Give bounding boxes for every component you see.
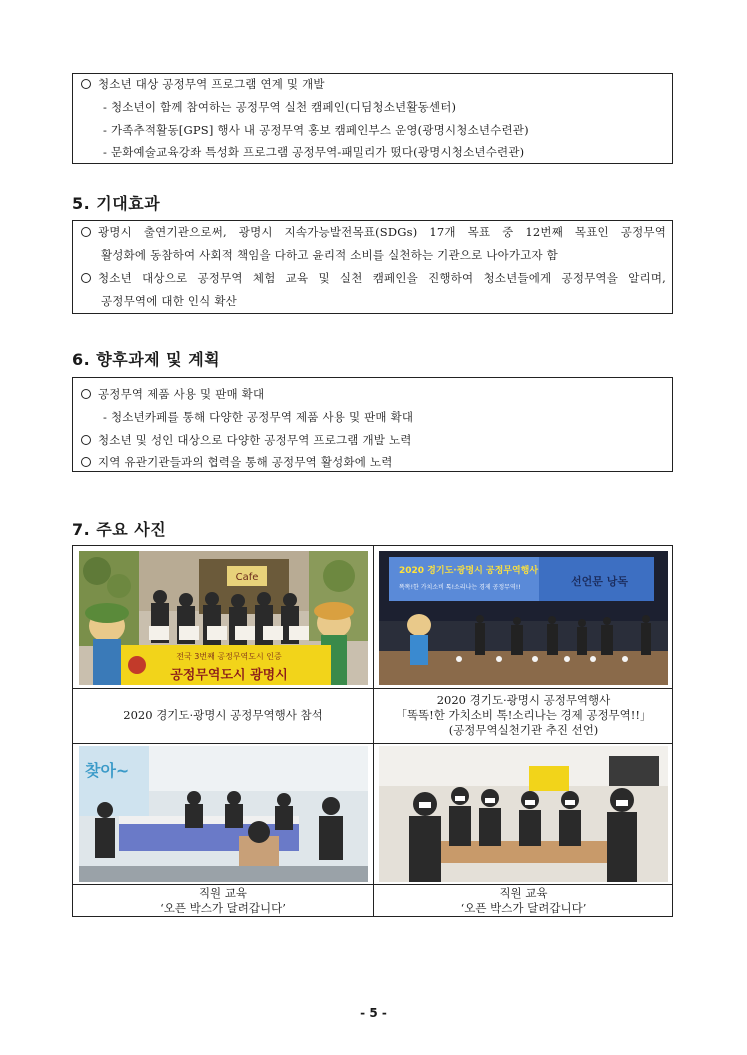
page-number: - 5 - [360,1006,387,1020]
stage-screen-sub: 똑똑!한 가치소비 톡!소리나는 경제 공정무역!! [399,584,521,591]
section-heading: 5. 기대효과 [72,194,161,213]
stage-screen-title: 2020 경기도·광명시 공정무역행사 [399,566,539,576]
plan-item: 지역 유관기관들과의 협력을 통해 공정무역 활성화에 노력 [81,455,666,469]
stage-photo-image [379,551,668,685]
photo-fairtrade-ceremony [79,551,368,685]
effects-box [72,220,673,314]
wall-text: 찾아~ [85,761,130,780]
photo-caption: 2020 경기도·광명시 공정무역행사 「똑똑!한 가치소비 톡!소리나는 경제 공정무역!!」 (공정무역실천기관 추진 선언) [395,693,652,737]
banner-large-text: 공정무역도시 광명시 [170,668,288,683]
plans-box [72,377,673,472]
program-subitem: - 청소년이 함께 참여하는 공정무역 실천 캠페인(디딤청소년활동센터) [103,100,457,114]
ceremony-photo-image [79,551,368,685]
effect-item: 청소년 대상으로 공정무역 체험 교육 및 실천 캠페인을 진행하여 청소년들에게 공정무역을 알리며, [81,271,666,285]
program-item: 청소년 대상 공정무역 프로그램 연계 및 개발 [81,77,666,91]
plan-item: 공정무역 제품 사용 및 판매 확대 [81,387,666,401]
circle-bullet-icon [81,79,91,89]
table-divider [73,688,672,689]
effect-item: 광명시 출연기관으로써, 광명시 지속가능발전목표(SDGs) 17개 목표 중 12번째 목표인 공정무역 [81,225,666,239]
photo-staff-training-1 [79,746,368,882]
circle-bullet-icon [81,227,91,237]
plan-subitem: - 청소년카페를 통해 다양한 공정무역 제품 사용 및 판매 확대 [103,410,414,424]
circle-bullet-icon [81,273,91,283]
effect-item-cont: 공정무역에 대한 인식 확산 [101,294,237,308]
program-box [72,73,673,164]
section-heading: 7. 주요 사진 [72,520,167,539]
banner-small-text: 전국 3번째 공정무역도시 인증 [176,652,282,661]
training-photo-image [79,746,368,882]
photo-caption: 2020 경기도·광명시 공정무역행사 참석 [123,708,323,722]
photo-caption: 직원 교육 ‘오픈 박스가 달려갑니다’ [460,886,587,915]
circle-bullet-icon [81,389,91,399]
table-divider [73,743,672,744]
cafe-sign: Cafe [235,572,259,583]
effect-item-cont: 활성화에 동참하여 사회적 책임을 다하고 윤리적 소비를 실천하는 기관으로 나아가고자 함 [101,248,558,262]
training-photo-image [379,746,668,882]
photo-staff-training-2 [379,746,668,882]
photo-caption: 직원 교육 ‘오픈 박스가 달려갑니다’ [160,886,286,915]
program-subitem: - 문화예술교육강좌 특성화 프로그램 공정무역-패밀리가 떴다(광명시청소년수련관) [103,145,525,159]
photo-table [72,545,673,917]
circle-bullet-icon [81,435,91,445]
program-subitem: - 가족추적활동[GPS] 행사 내 공정무역 홍보 캠페인부스 운영(광명시청소년수련관) [103,123,529,137]
section-heading: 6. 향후과제 및 계획 [72,350,221,369]
stage-screen-right: 선언문 낭독 [571,575,628,588]
circle-bullet-icon [81,457,91,467]
plan-item: 청소년 및 성인 대상으로 다양한 공정무역 프로그램 개발 노력 [81,433,666,447]
photo-stage-declaration [379,551,668,685]
table-divider [73,884,672,885]
